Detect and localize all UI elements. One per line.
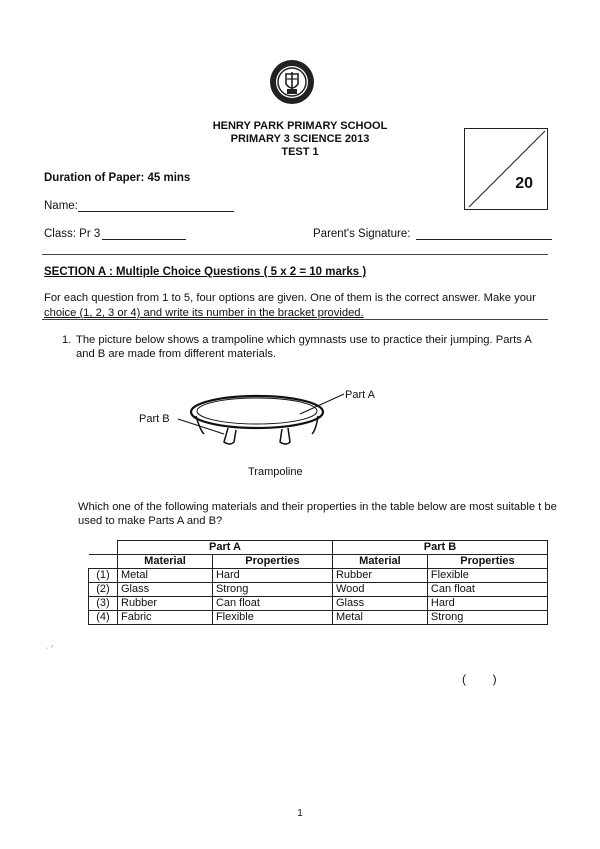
table-row: [89, 597, 548, 611]
sub-header-a-material: Material: [118, 555, 213, 569]
class-label: Class: Pr 3: [44, 228, 101, 240]
option-number: (2): [89, 583, 118, 597]
signature-field[interactable]: [313, 228, 552, 240]
section-a-instructions: [44, 291, 550, 321]
option-number: (3): [89, 597, 118, 611]
question-1-prompt: Which one of the following materials and their properties in the table below are most suitable t be used to make Parts A and B?: [78, 501, 557, 527]
a-property: Can float: [212, 597, 332, 611]
b-material: Wood: [332, 583, 427, 597]
b-property: Can float: [427, 583, 547, 597]
table-row: [89, 569, 548, 583]
sub-header-b-material: Material: [332, 555, 427, 569]
table-group-header-row: [89, 541, 548, 555]
trampoline-diagram: [130, 384, 390, 484]
class-field[interactable]: [44, 228, 186, 240]
answer-bracket[interactable]: ( ): [462, 672, 497, 686]
name-line[interactable]: [78, 200, 234, 212]
b-property: Strong: [427, 611, 547, 625]
question-text: The picture below shows a trampoline which gymnasts use to practice their jumping. Parts A and B are made from different materials.: [76, 334, 532, 360]
scan-speck: · ⸍: [46, 645, 54, 652]
a-property: Hard: [212, 569, 332, 583]
divider-line: [42, 254, 548, 255]
paper-subject: PRIMARY 3 SCIENCE 2013: [230, 133, 370, 145]
sub-header-a-properties: Properties: [212, 555, 332, 569]
test-title: TEST 1: [281, 146, 319, 158]
duration-label: Duration of Paper: 45 mins: [44, 172, 191, 184]
materials-table: [88, 540, 548, 625]
name-label: Name:: [44, 200, 78, 212]
b-property: Flexible: [427, 569, 547, 583]
class-line[interactable]: [102, 228, 186, 240]
a-material: Glass: [118, 583, 213, 597]
a-material: Metal: [118, 569, 213, 583]
question-1: [62, 333, 552, 361]
group-header-part-b: Part B: [332, 541, 547, 555]
instructions-line-1: For each question from 1 to 5, four options are given. One of them is the correct answer. Make your: [44, 292, 536, 304]
table-corner-2: [89, 555, 118, 569]
name-field[interactable]: [44, 200, 234, 212]
score-box: [464, 128, 548, 210]
b-material: Glass: [332, 597, 427, 611]
group-header-part-a: Part A: [118, 541, 333, 555]
b-property: Hard: [427, 597, 547, 611]
b-material: Metal: [332, 611, 427, 625]
a-material: Fabric: [118, 611, 213, 625]
page-number: 1: [297, 808, 303, 819]
table-corner: [89, 541, 118, 555]
a-material: Rubber: [118, 597, 213, 611]
section-a-title: SECTION A : Multiple Choice Questions ( 5 x 2 = 10 marks ): [44, 266, 367, 278]
option-number: (1): [89, 569, 118, 583]
table-row: [89, 611, 548, 625]
score-total: 20: [515, 175, 533, 192]
instructions-underline: [42, 319, 548, 320]
diagram-caption: Trampoline: [248, 466, 303, 478]
question-number: 1.: [62, 334, 72, 346]
signature-label: Parent's Signature:: [313, 228, 411, 240]
school-name: HENRY PARK PRIMARY SCHOOL: [212, 120, 388, 132]
table-row: [89, 583, 548, 597]
instructions-line-2: choice (1, 2, 3 or 4) and write its number in the bracket provided.: [44, 307, 364, 319]
label-part-b: Part B: [139, 413, 170, 425]
option-number: (4): [89, 611, 118, 625]
label-part-a: Part A: [345, 389, 375, 401]
sub-header-b-properties: Properties: [427, 555, 547, 569]
table-sub-header-row: [89, 555, 548, 569]
a-property: Strong: [212, 583, 332, 597]
b-material: Rubber: [332, 569, 427, 583]
signature-line[interactable]: [416, 228, 552, 240]
a-property: Flexible: [212, 611, 332, 625]
school-crest-logo: [268, 58, 316, 106]
score-diagonal: [465, 129, 547, 209]
